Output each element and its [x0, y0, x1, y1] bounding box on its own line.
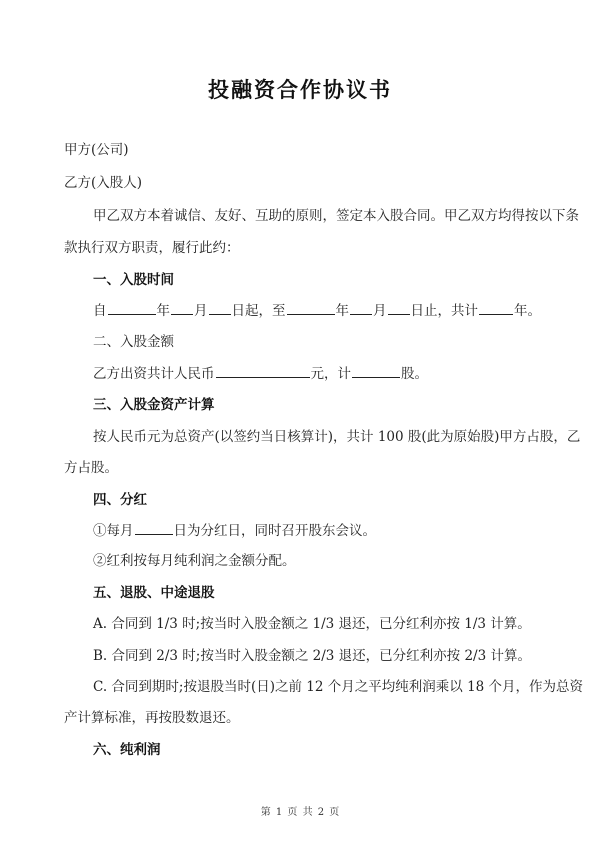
dividend-day-blank[interactable] — [135, 521, 173, 535]
section2-t1: 乙方出资共计人民币 — [93, 366, 215, 382]
section2-text — [93, 364, 573, 383]
end-day-blank[interactable] — [388, 301, 410, 315]
section1-heading: 一、入股时间 — [93, 272, 174, 288]
amount-rmb-blank[interactable] — [216, 364, 310, 378]
section2-t3: 股。 — [401, 366, 428, 382]
section5-item-a: A. 合同到 1/3 时;按当时入股金额之 1/3 退还，已分红利亦按 1/3 计算。 — [93, 616, 531, 632]
section3-heading: 三、入股金资产计算 — [93, 397, 215, 413]
section1-text — [93, 301, 573, 320]
document-title: 投融资合作协议书 — [208, 77, 392, 102]
section1-t3: 月 — [194, 303, 208, 319]
section5-heading: 五、退股、中途退股 — [93, 585, 215, 601]
section1-t7: 日止，共计 — [410, 303, 478, 319]
section4-item1-a: ①每月 — [93, 523, 134, 539]
start-year-blank[interactable] — [108, 301, 156, 315]
intro-line-1: 甲乙双方本着诚信、友好、互助的原则，签定本入股合同。甲乙双方均得按以下条 — [93, 208, 579, 224]
section4-heading: 四、分红 — [93, 492, 147, 508]
start-month-blank[interactable] — [171, 301, 193, 315]
section6-heading: 六、纯利润 — [93, 742, 161, 758]
section2-t2: 元，计 — [310, 366, 351, 382]
section4-item-2: ②红利按每月纯利润之金额分配。 — [93, 553, 296, 569]
start-day-blank[interactable] — [209, 301, 231, 315]
section1-t1: 自 — [93, 303, 107, 319]
page-footer: 第 1 页 共 2 页 — [260, 807, 340, 818]
party-b-label: 乙方(入股人) — [64, 175, 143, 191]
section1-t4: 日起，至 — [231, 303, 286, 319]
section1-t2: 年 — [156, 303, 170, 319]
section5-item-c-line-2: 产计算标准，再按股数退还。 — [64, 710, 240, 726]
section1-t5: 年 — [335, 303, 349, 319]
section4-item1-b: 日为分红日，同时召开股东会议。 — [173, 523, 376, 539]
party-a-label: 甲方(公司) — [64, 142, 129, 158]
section1-t6: 月 — [373, 303, 387, 319]
section3-line-2: 方占股。 — [64, 460, 118, 476]
end-month-blank[interactable] — [350, 301, 372, 315]
section5-item-c-line-1: C. 合同到期时;按退股当时(日)之前 12 个月之平均纯利润乘以 18 个月，作为总资 — [93, 679, 584, 695]
section2-heading: 二、入股金额 — [93, 334, 174, 350]
intro-line-2: 款执行双方职责，履行此约： — [64, 240, 240, 256]
share-count-blank[interactable] — [352, 364, 400, 378]
section3-line-1: 按人民币元为总资产(以签约当日核算计)，共计 100 股(此为原始股)甲方占股，乙 — [93, 429, 581, 445]
total-years-blank[interactable] — [479, 301, 513, 315]
section5-item-b: B. 合同到 2/3 时;按当时入股金额之 2/3 退还，已分红利亦按 2/3 计算。 — [93, 648, 531, 664]
section4-item-1 — [93, 521, 573, 540]
end-year-blank[interactable] — [287, 301, 335, 315]
section1-t8: 年。 — [514, 303, 541, 319]
